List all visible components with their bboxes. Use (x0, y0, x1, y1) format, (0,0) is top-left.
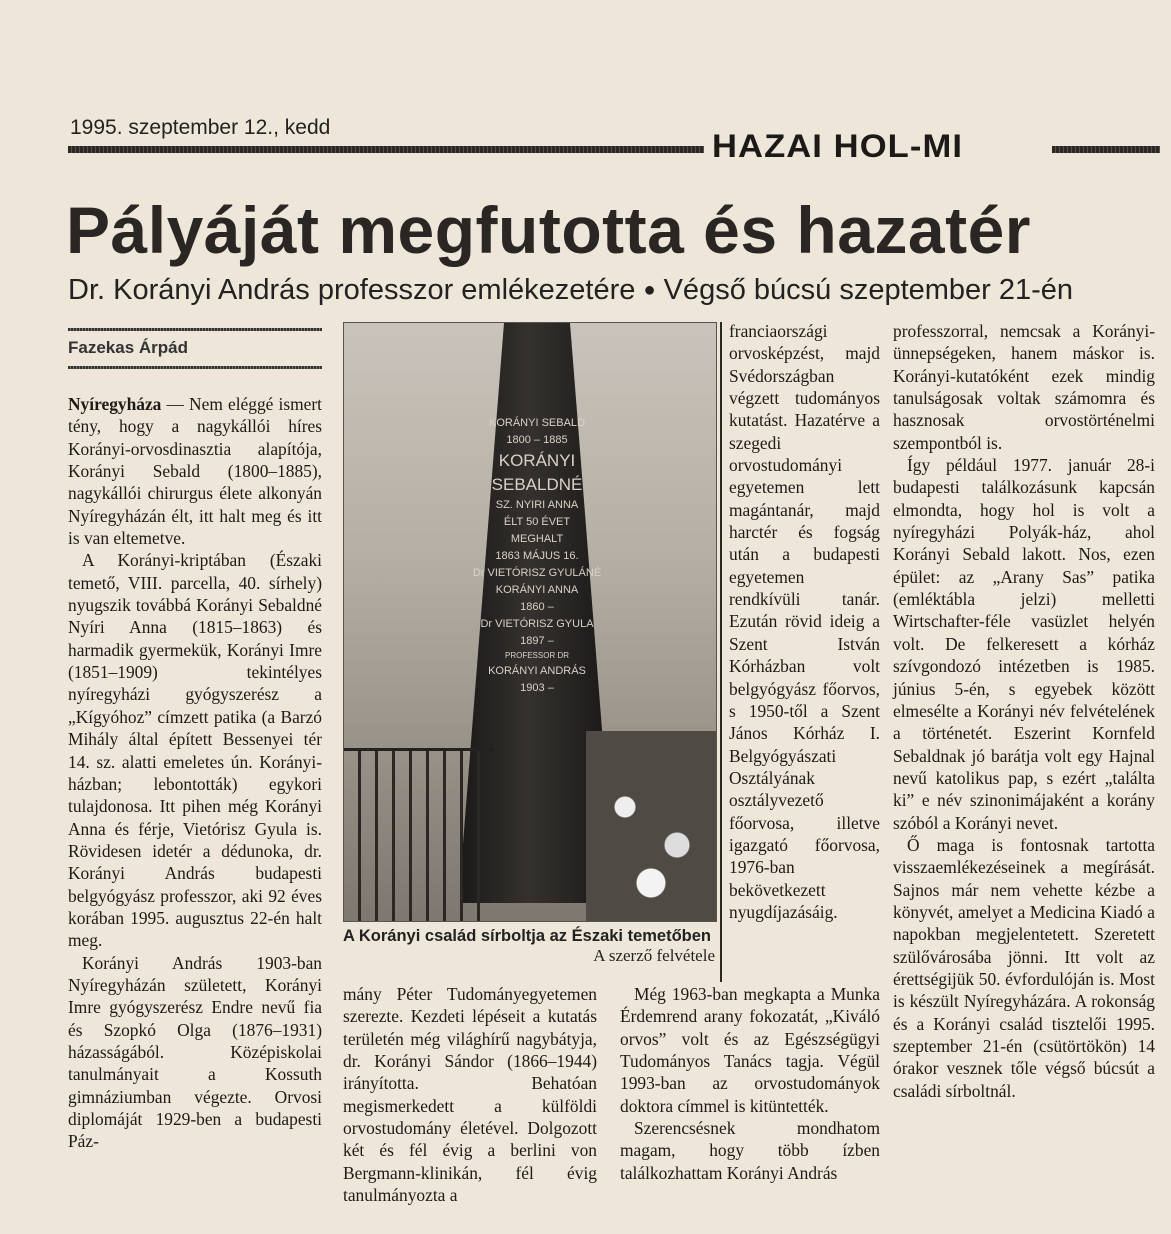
paragraph: Ő maga is fontosnak tartotta visszaemlékezéseinek a megírását. Sajnos már nem vehette kézbe a könyvét, amelyet a Medicina Kiadó a napokban megjelentetett. Szeretett szülővárosába jönni. Itt volt az érettségijük 50. évfordulóján is. Most is készült Nyíregyházára. A rokonság és a Korányi család tisztelői 1995. szeptember 21-én (csütörtökön) 14 órakor vesznek tőle végső búcsút a családi sírboltnál. (893, 834, 1155, 1101)
bullet-icon: ● (643, 279, 656, 301)
paragraph: franciaországi orvosképzést, majd Svédországban végzett tudományos kutatást. Hazatérve a szegedi orvostudományi egyetemen lett magántanár, majd harctér és fogság után a budapesti egyetemen rendkívüli tanár. Ezután rövid ideig a Szent István Kórházban volt belgyógyász főorvos, s 1950-től a Szent János Kórház I. Belgyógyászati Osztályának osztályvezető főorvosa, illetve igazgató főorvosa, 1976-ban bekövetkezett nyugdíjazásáig. (729, 321, 880, 922)
flower-wreaths (586, 731, 716, 921)
byline: Fazekas Árpád (68, 338, 188, 357)
paragraph-text: — Nem eléggé ismert tény, hogy a nagykállói híres Korányi-orvosdinasztia alapítója, Korányi Sebald (1800–1885), nagykállói chirurgus élete alkonyán Nyíregyházán élt, itt halt meg és itt is van eltemetve. (68, 394, 322, 549)
dateline: Nyíregyháza (68, 394, 162, 414)
article-column-3-top (729, 320, 880, 923)
article-column-1 (68, 393, 322, 1153)
paragraph: Még 1963-ban megkapta a Munka Érdemrend arany fokozatát, „Kiváló orvos” volt és az Egészségügyi Tudományos Tanács tagja. Végül 1993-ban az orvostudományok doktora címmel is kitüntették. (620, 984, 880, 1116)
headline: Pályáját megfutotta és hazatér (66, 193, 1031, 267)
iron-fence (344, 748, 494, 921)
article-column-4 (893, 320, 1155, 1102)
tomb-inscription: KORÁNYI SEBALD 1800 – 1885 KORÁNYI SEBALDNÉ SZ. NYIRI ANNA ÉLT 50 ÉVET MEGHALT 1863 MÁJUS 16. Dr VIETÓRISZ GYULÁNÉ KORÁNYI ANNA 1860 – Dr VIETÓRISZ GYULA 1897 – PROFESSOR DR KORÁNYI ANDRÁS 1903 – (472, 417, 602, 694)
article-column-2 (343, 983, 597, 1206)
subheadline (68, 274, 1073, 307)
photo-credit: A szerző felvétele (593, 946, 715, 965)
article-column-3-bottom (620, 983, 880, 1184)
byline-rule-bottom (68, 366, 322, 369)
paragraph: A Korányi-kriptában (Északi temető, VIII. parcella, 40. sírhely) nyugszik továbbá Korányi Sebaldné Nyíri Anna (1815–1863) és harmadik gyermekük, Korányi Imre (1851–1909) tekintélyes nyíregyházi gyógyszerész a „Kígyóhoz” címzett patika (a Barzó Mihály által épített Bessenyei tér 14. sz. alatti emeletes ún. Korányi-házban; lebontották) egykori tulajdonosa. Itt pihen még Korányi Anna és férje, Vietórisz Gyula is. Rövidesen idetér a dédunoka, dr. Korányi András budapesti belgyógyász professzor, aki 92 éves korában 1995. augusztus 22-én halt meg. (68, 550, 322, 951)
header-rule-right (1052, 146, 1160, 153)
column-divider (720, 322, 722, 982)
byline-rule-top (68, 328, 322, 331)
grave-photo (343, 322, 717, 922)
issue-date: 1995. szeptember 12., kedd (70, 116, 331, 139)
paragraph: Így például 1977. január 28-i budapesti találkozásunk kapcsán elmondta, hogy hol is volt a nyíregyházi Polyák-ház, ahol Korányi Sebald lakott. Nos, ezen épület: az „Arany Sas” patika (emléktábla jelzi) melletti Wirtschafter-féle vasüzlet helyén volt. De felkeresett a kórház szívgondozó intézetben is 1985. június 5-én, s egyebek között elmesélte a Korányi név felvételének a történetét. Eszerint Kornfeld Sebaldnak jó barátja volt egy Hajnal nevű katolikus pap, s ezért „találta ki” e név szinonimájaként a korány szóból a Korányi nevet. (893, 455, 1155, 833)
paragraph: Szerencsésnek mondhatom magam, hogy több ízben találkozhattam Korányi András (620, 1118, 880, 1183)
subheadline-left: Dr. Korányi András professzor emlékezetére (68, 274, 636, 306)
paragraph: professzorral, nemcsak a Korányi-ünnepségeken, hanem máskor is. Korányi-kutatóként ezek mindig tanulságosak voltak számomra és hasznosak orvostörténelmi szempontból is. (893, 321, 1155, 453)
header-rule (68, 146, 704, 153)
section-title: HAZAI HOL-MI (712, 128, 963, 164)
photo-caption: A Korányi család sírboltja az Északi temetőben A szerző felvétele (343, 927, 715, 965)
paragraph: Korányi András 1903-ban Nyíregyházán született, Korányi Imre gyógyszerész Endre nevű fia és Szopkó Olga (1876–1931) házasságából. Középiskolai tanulmányait a Kossuth gimnáziumban végezte. Orvosi diplomáját 1929-ben a budapesti Páz- (68, 952, 322, 1152)
paragraph (68, 393, 322, 549)
subheadline-right: Végső búcsú szeptember 21-én (663, 274, 1074, 306)
paragraph: mány Péter Tudományegyetemen szerezte. Kezdeti lépéseit a kutatás területén még világhírű nagybátyja, dr. Korányi Sándor (1866–1944) irányította. Behatóan megismerkedett a külföldi orvostudomány életével. Dolgozott két és fél évig a berlini von Bergmann-klinikán, fél évig tanulmányozta a (343, 984, 597, 1206)
